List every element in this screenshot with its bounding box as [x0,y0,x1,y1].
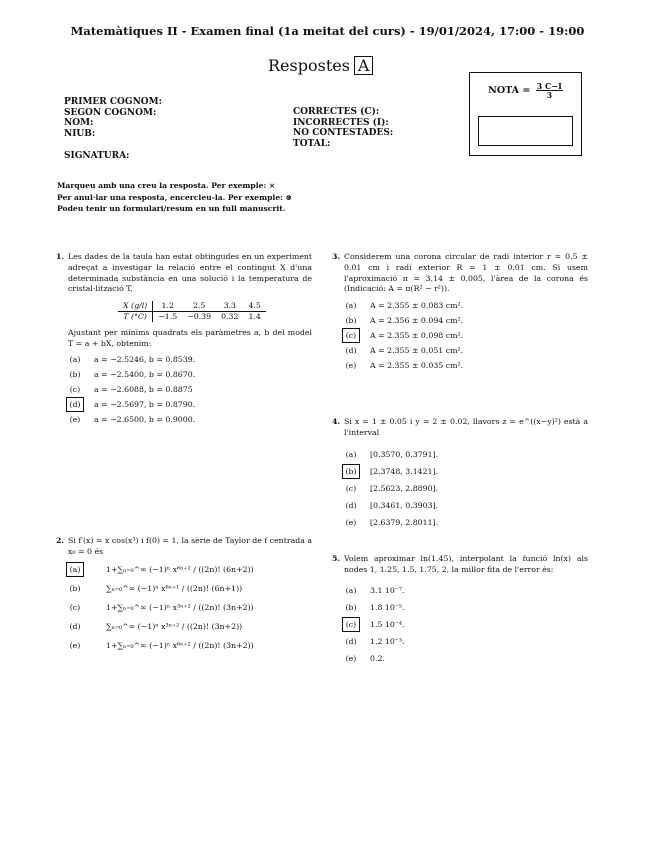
option-text: A = 2.355 ± 0.083 cm². [370,301,464,311]
option-e[interactable] [344,517,588,528]
option-label: (b) [345,316,357,326]
option-label: (b) [345,602,357,612]
option-e[interactable] [344,360,588,371]
option-label: (a) [345,449,357,459]
option-text: a = −2.5400, b = 0.8670. [94,369,196,379]
field-segon-cognom[interactable]: SEGON COGNOM: [64,107,157,118]
question-text-continued: Ajustant per mínims quadrats els paràmetres a, b del model T = a + bX, obtenim: [68,328,312,348]
option-label: (a) [345,585,357,595]
option-text: [2.6379, 2.8011]. [370,517,439,527]
option-c[interactable] [344,483,588,494]
option-label-marked: (c) [342,617,360,632]
option-c[interactable] [344,330,588,341]
question-number: 3. [332,252,341,261]
option-c[interactable] [344,619,588,630]
question-1 [56,252,312,425]
option-a[interactable] [344,300,588,311]
option-d[interactable] [344,345,588,356]
option-text: 1.5 10⁻⁴. [370,619,405,629]
option-c[interactable] [68,602,312,613]
option-label: (b) [69,369,81,379]
option-text: [0.3461, 0.3903]. [370,500,439,510]
field-correctes: CORRECTES (C): [293,107,380,117]
question-number: 4. [332,417,341,426]
question-5 [332,554,588,664]
question-number: 2. [56,536,65,545]
option-text: a = −2.5697, b = 0.8790. [94,399,196,409]
option-label: (b) [69,583,81,593]
option-text: 0.2. [370,653,385,663]
table-cell: 1.2 [153,301,182,312]
option-b[interactable] [68,369,312,380]
question-3 [332,252,588,371]
table-cell: 1.4 [248,312,261,322]
field-total: TOTAL: [293,138,331,149]
grade-label: NOTA = [488,85,531,96]
option-text: 1+∑ₙ₌₀^∞ (−1)ⁿ x⁶ⁿ⁺² / ((2n)! (6n+2)) [106,564,254,574]
question-text: Si f′(x) = x cos(x³) i f(0) = 1, la sèrie de Taylor de f centrada a x₀ = 0 és [68,536,312,556]
grade-numerator: 3 C−I [536,81,562,91]
option-label: (c) [69,602,81,612]
question-4 [332,417,588,528]
field-niub[interactable]: NIUB: [64,128,96,139]
option-a[interactable] [68,354,312,365]
instruction-line: Per anul·lar una resposta, encercleu-la. Per exemple: ⊗ [57,192,292,202]
question-text: Considerem una corona circular de radi interior r = 0.5 ± 0.01 cm i radi exterior R = 1 ± 0.01 cm. Si usem l'aproximació π = 3.14 ± 0.005, l'àrea de la corona és (Indicació: A = π(R² − r²)). [344,252,588,294]
option-a[interactable] [344,585,588,596]
option-text: A = 2.356 ± 0.094 cm². [370,316,464,326]
option-text: ∑ₙ₌₀^∞ (−1)ⁿ x⁶ⁿ⁺¹ / ((2n)! (6n+1)) [106,583,243,593]
table-row-label: X (g/l) [118,301,153,312]
option-text: a = −2.5246, b = 0.8539. [94,354,196,364]
option-b[interactable] [344,602,588,613]
field-nom[interactable]: NOM: [64,118,94,128]
question-2 [56,536,312,651]
option-text: A = 2.355 ± 0.098 cm². [370,331,464,341]
respostes-label: Respostes [268,56,350,75]
question-number: 1. [56,252,65,261]
table-cell: −1.5 [158,312,178,322]
option-c[interactable] [68,384,312,395]
option-label: (e) [345,361,357,371]
option-text: a = −2.6500, b = 0.9000. [94,414,196,424]
count-fields [293,107,393,149]
option-text: 1+∑ₙ₌₀^∞ (−1)ⁿ x⁶ⁿ⁺² / ((2n)! (3n+2)) [106,640,254,650]
option-label-marked: (a) [66,562,84,577]
student-fields [64,97,162,139]
option-text: [2.5623, 2.8890]. [370,483,439,493]
option-label: (d) [345,636,357,646]
option-label: (a) [69,354,81,364]
grade-entry-field[interactable] [478,116,573,146]
question-text: Si x = 1 ± 0.05 i y = 2 ± 0.02, llavors z = e^((x−y)²) està a l'interval [344,417,588,437]
option-d[interactable] [344,500,588,511]
option-a[interactable] [344,449,588,460]
option-d[interactable] [344,636,588,647]
option-label-marked: (d) [66,397,84,412]
option-label: (d) [345,346,357,356]
option-label: (e) [345,517,357,527]
instructions [57,180,292,215]
exam-title: Matemàtiques II - Examen final (1a meitat del curs) - 19/01/2024, 17:00 - 19:00 [70,24,585,38]
respostes-heading [268,56,373,75]
option-e[interactable] [344,653,588,664]
grade-formula [470,82,581,99]
table-cell: −0.39 [187,312,212,322]
option-label-marked: (c) [342,328,360,343]
table-cell: 4.5 [243,301,265,312]
option-label: (d) [69,621,81,631]
option-label: (e) [69,640,81,650]
option-b[interactable] [344,466,588,477]
question-number: 5. [332,554,341,563]
question-text: Les dades de la taula han estat obtingudes en un experiment adreçat a investigar la relació entre el contingut X d'una determinada substància en una solució i la temperatura de cristal·lització T, [68,252,312,294]
option-label: (c) [345,483,357,493]
data-table [118,301,266,322]
option-e[interactable] [68,414,312,425]
option-text: a = −2.6088, b = 0.8875 [94,384,193,394]
field-no-contestades: NO CONTESTADES: [293,128,394,138]
option-label: (e) [345,653,357,663]
option-text: 3.1 10⁻⁷. [370,585,405,595]
question-text: Volem aproximar ln(1.45), interpolant la funció ln(x) als nodes 1, 1.25, 1.5, 1.75, 2, la millor fita de l'error és: [344,554,588,574]
option-text: 1.2 10⁻³. [370,636,405,646]
field-incorrectes: INCORRECTES (I): [293,117,389,128]
option-a[interactable] [68,564,312,575]
option-label: (e) [69,414,81,424]
option-label: (c) [69,384,81,394]
option-text: [0.3570, 0.3791]. [370,449,439,459]
exam-version-box: A [354,56,374,75]
option-text: A = 2.355 ± 0.051 cm². [370,346,464,356]
grade-fraction [536,82,563,99]
option-label: (d) [345,500,357,510]
option-label: (a) [345,301,357,311]
option-label-marked: (b) [342,464,360,479]
instruction-line: Marqueu amb una creu la resposta. Per exemple: × [57,181,276,190]
option-text: 1+∑ₙ₌₀^∞ (−1)ⁿ x³ⁿ⁺² / ((2n)! (3n+2)) [106,602,254,612]
option-text: A = 2.355 ± 0.035 cm². [370,361,464,371]
instruction-line: Podeu tenir un formulari/resum en un full manuscrit. [57,204,286,213]
table-cell: 3.3 [216,301,243,312]
option-text: ∑ₙ₌₀^∞ (−1)ⁿ x³ⁿ⁺² / ((2n)! (3n+2)) [106,621,243,631]
table-row-label: T (°C) [118,312,153,323]
option-d[interactable] [68,399,312,410]
option-text: 1.8 10⁻⁵. [370,602,405,612]
table-cell: 0.32 [221,312,239,322]
option-e[interactable] [68,640,312,651]
option-b[interactable] [344,315,588,326]
grade-box [469,72,582,156]
option-text: [2.3748, 3.1421]. [370,466,439,476]
grade-denominator: 3 [546,90,553,100]
field-signatura[interactable]: SIGNATURA: [64,151,130,161]
option-b[interactable] [68,583,312,594]
option-d[interactable] [68,621,312,632]
field-primer-cognom[interactable]: PRIMER COGNOM: [64,97,162,107]
table-cell: 2.5 [182,301,216,312]
